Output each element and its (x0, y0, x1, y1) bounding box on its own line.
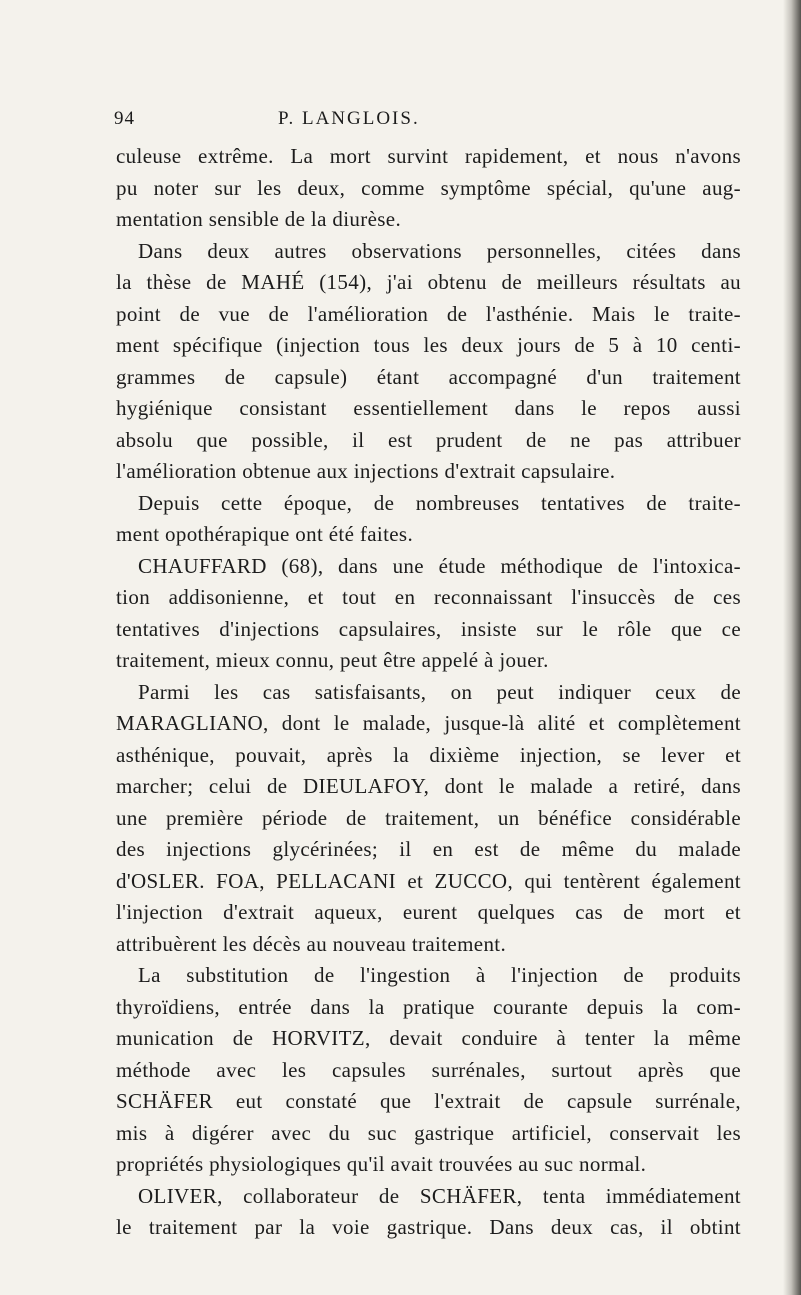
text-line: pu noter sur les deux, comme symptôme spécial, qu'une aug- (116, 175, 741, 200)
text-line: l'amélioration obtenue aux injections d'extrait capsulaire. (116, 459, 616, 483)
text-line: Depuis cette époque, de nombreuses tentatives de traite- (138, 490, 741, 515)
text-line: point de vue de l'amélioration de l'asthénie. Mais le traite- (116, 301, 741, 326)
text-line: mis à digérer avec du suc gastrique artificiel, conservait les (116, 1120, 741, 1145)
text-line: le traitement par la voie gastrique. Dans deux cas, il obtint (116, 1215, 741, 1239)
text-line: méthode avec les capsules surrénales, surtout après que (116, 1057, 741, 1082)
text-line: marcher; celui de DIEULAFOY, dont le malade a retiré, dans (116, 774, 741, 798)
page-header (114, 108, 729, 132)
text-line: ment opothérapique ont été faites. (116, 522, 414, 546)
text-line: hygiénique consistant essentiellement dans le repos aussi (116, 396, 741, 420)
text-line: traitement, mieux connu, peut être appelé à jouer. (116, 648, 549, 672)
running-title: P. LANGLOIS. (278, 108, 420, 129)
text-line: ment spécifique (injection tous les deux jours de 5 à 10 centi- (116, 333, 741, 357)
text-line: attribuèrent les décès au nouveau traitement. (116, 931, 507, 956)
text-line: propriétés physiologiques qu'il avait trouvées au suc normal. (116, 1152, 647, 1176)
text-line: SCHÄFER eut constaté que l'extrait de capsule surrénale, (116, 1089, 741, 1113)
text-line: des injections glycérinées; il en est de même du malade (116, 837, 741, 861)
text-line: munication de HORVITZ, devait conduire à tenter la même (116, 1026, 741, 1050)
text-line: MARAGLIANO, dont le malade, jusque-là alité et complètement (116, 711, 741, 735)
text-line: d'OSLER. FOA, PELLACANI et ZUCCO, qui tentèrent également (116, 868, 741, 893)
text-line: mentation sensible de la diurèse. (116, 207, 402, 231)
text-line: La substitution de l'ingestion à l'injection de produits (138, 963, 741, 987)
text-line: l'injection d'extrait aqueux, eurent quelques cas de mort et (116, 900, 741, 924)
page-number: 94 (114, 108, 135, 129)
text-line: tentatives d'injections capsulaires, insiste sur le rôle que ce (116, 616, 741, 641)
page-edge-shadow (783, 0, 801, 1295)
text-line: Parmi les cas satisfaisants, on peut indiquer ceux de (138, 679, 741, 704)
text-line: absolu que possible, il est prudent de ne pas attribuer (116, 427, 741, 452)
text-line: CHAUFFARD (68), dans une étude méthodique de l'intoxica- (138, 553, 741, 578)
text-line: la thèse de MAHÉ (154), j'ai obtenu de meilleurs résultats au (116, 270, 741, 294)
text-line: Dans deux autres observations personnelles, citées dans (138, 238, 741, 263)
text-line: thyroïdiens, entrée dans la pratique courante depuis la com- (116, 994, 741, 1019)
text-line: asthénique, pouvait, après la dixième injection, se lever et (116, 742, 741, 767)
text-line: tion addisonienne, et tout en reconnaissant l'insuccès de ces (116, 585, 741, 609)
text-line: une première période de traitement, un bénéfice considérable (116, 805, 741, 830)
text-line: culeuse extrême. La mort survint rapidement, et nous n'avons (116, 144, 741, 168)
text-line: grammes de capsule) étant accompagné d'un traitement (116, 364, 741, 389)
text-line: OLIVER, collaborateur de SCHÄFER, tenta immédiatement (138, 1183, 741, 1208)
body-text (116, 141, 741, 1244)
